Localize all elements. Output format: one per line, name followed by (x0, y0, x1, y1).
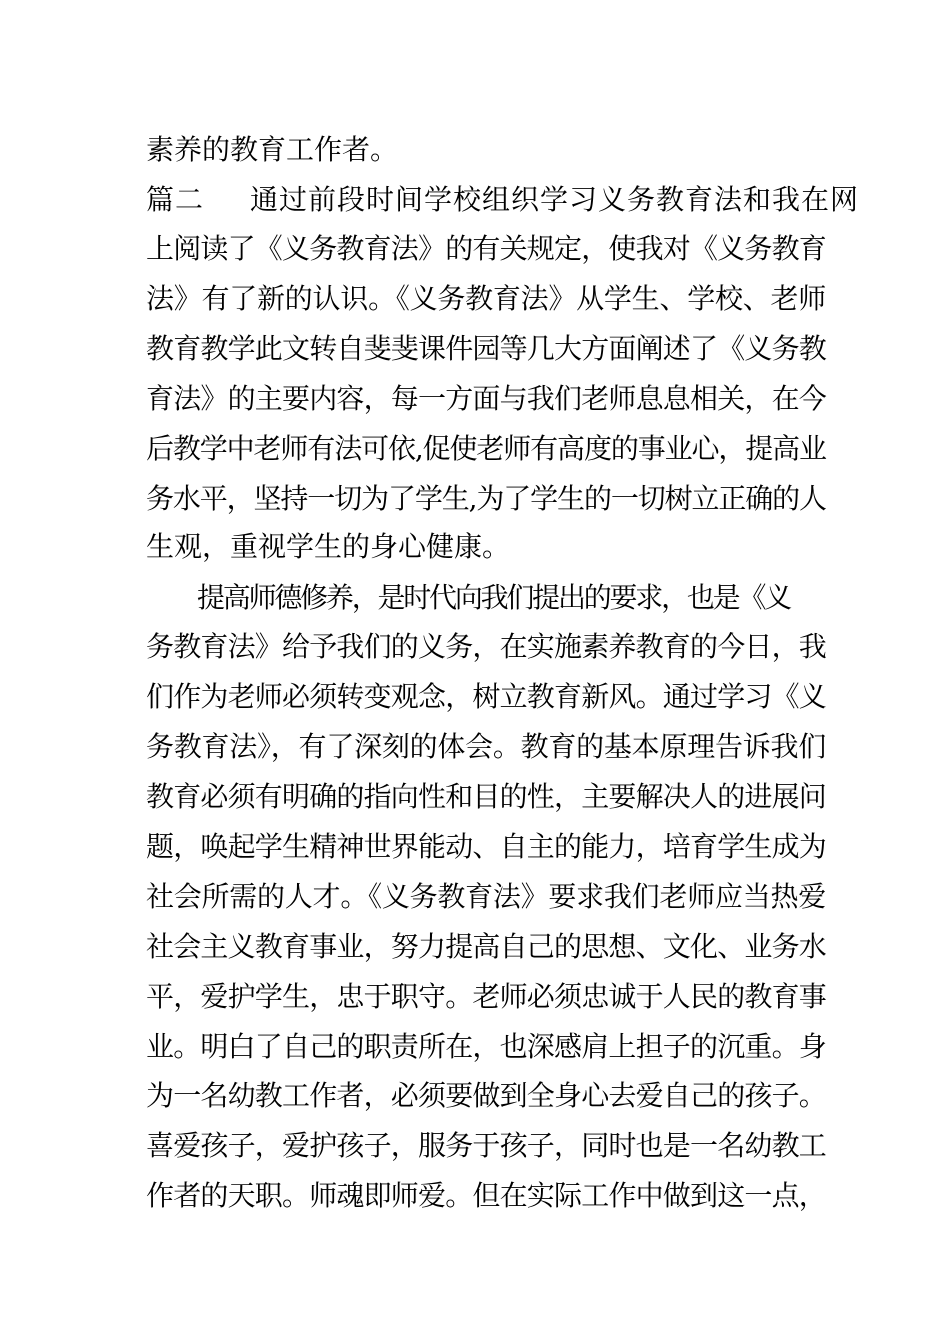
text-line: 教育必须有明确的指向性和目的性，主要解决人的进展问 (146, 780, 827, 813)
text-line: 教育教学此文转自斐斐课件园等几大方面阐述了《义务教 (146, 332, 827, 365)
text-line: 提高师德修养，是时代向我们提出的要求，也是《义 (197, 581, 791, 614)
text-line: 法》有了新的认识。《义务教育法》从学生、学校、老师 (146, 282, 827, 315)
text-line: 平，爱护学生，忠于职守。老师必须忠诚于人民的教育事 (146, 980, 827, 1013)
text-line: 社会所需的人才。《义务教育法》要求我们老师应当热爱 (146, 880, 827, 913)
text-line: 业。明白了自己的职责所在，也深感肩上担子的沉重。身 (146, 1030, 827, 1063)
text-line: 后教学中老师有法可依,促使老师有高度的事业心，提高业 (146, 432, 826, 465)
text-line: 素养的教育工作者。 (146, 133, 399, 166)
section-label: 篇二 (146, 183, 205, 216)
text-line: 们作为老师必须转变观念，树立教育新风。通过学习《义 (146, 680, 827, 713)
text-line: 社会主义教育事业，努力提高自己的思想、文化、业务水 (146, 930, 827, 963)
text-line: 务教育法》给予我们的义务，在实施素养教育的今日，我 (146, 630, 827, 663)
text-line: 喜爱孩子，爱护孩子，服务于孩子，同时也是一名幼教工 (146, 1129, 827, 1162)
text-line: 为一名幼教工作者，必须要做到全身心去爱自己的孩子。 (146, 1079, 827, 1112)
text-line: 务教育法》，有了深刻的体会。教育的基本原理告诉我们 (146, 730, 827, 763)
text-line: 通过前段时间学校组织学习义务教育法和我在网 (250, 183, 860, 216)
text-line: 务水平，坚持一切为了学生,为了学生的一切树立正确的人 (146, 482, 826, 515)
text-line: 生观，重视学生的身心健康。 (146, 530, 511, 563)
text-line: 作者的天职。师魂即师爱。但在实际工作中做到这一点， (146, 1179, 827, 1212)
text-line: 上阅读了《义务教育法》的有关规定，使我对《义务教育 (146, 232, 827, 265)
text-line: 题，唤起学生精神世界能动、自主的能力，培育学生成为 (146, 830, 827, 863)
text-line: 育法》的主要内容，每一方面与我们老师息息相关，在今 (146, 382, 827, 415)
